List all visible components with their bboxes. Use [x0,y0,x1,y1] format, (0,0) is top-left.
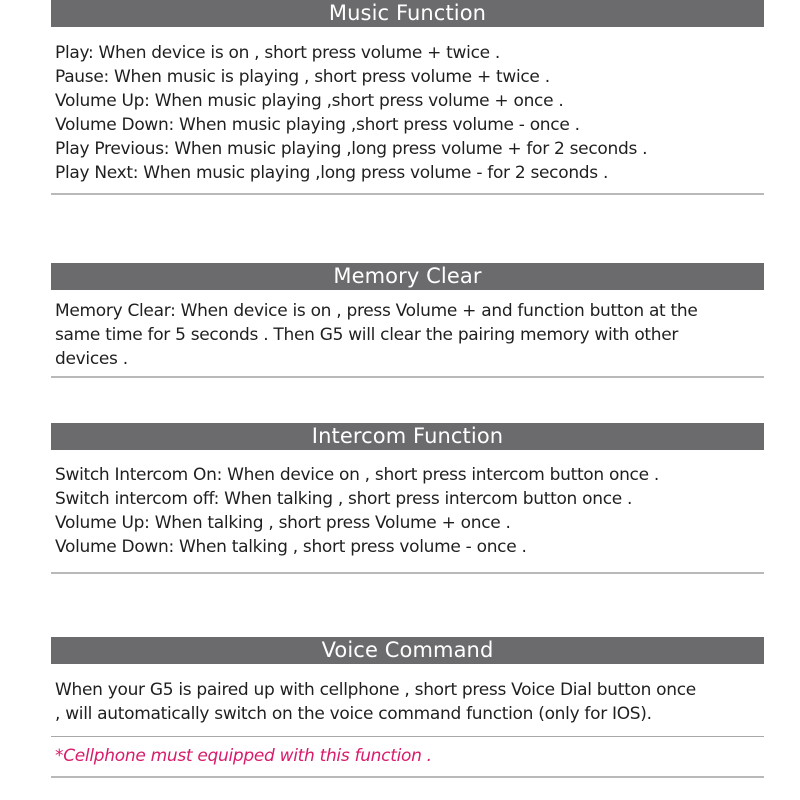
voice-line-1: When your G5 is paired up with cellphone , short press Voice Dial button once [55,680,696,700]
intercom-function-body [55,463,760,559]
memory-clear-body [55,299,760,371]
intercom-function-title: Intercom Function [311,424,504,448]
intercom-line-off: Switch intercom off: When talking , short press intercom button once . [55,489,633,509]
intercom-function-header [51,423,764,450]
memory-divider [51,376,764,378]
music-line-play: Play: When device is on , short press volume + twice . [55,43,500,63]
music-function-title: Music Function [328,1,487,25]
voice-command-title: Voice Command [321,638,494,662]
intercom-line-volume-down: Volume Down: When talking , short press volume - once . [55,537,527,557]
voice-command-header [51,637,764,664]
memory-line-3: devices . [55,349,128,369]
music-function-header [51,0,764,27]
intercom-line-volume-up: Volume Up: When talking , short press Volume + once . [55,513,511,533]
memory-clear-title: Memory Clear [333,264,482,288]
music-line-volume-up: Volume Up: When music playing ,short press volume + once . [55,91,564,111]
intercom-divider [51,572,764,574]
music-line-play-next: Play Next: When music playing ,long press volume - for 2 seconds . [55,163,609,183]
memory-line-1: Memory Clear: When device is on , press Volume + and function button at the [55,301,698,321]
music-line-pause: Pause: When music is playing , short press volume + twice . [55,67,550,87]
music-line-volume-down: Volume Down: When music playing ,short press volume - once . [55,115,580,135]
music-function-body [55,41,760,185]
voice-command-note: *Cellphone must equipped with this function . [55,746,432,766]
music-divider [51,193,764,195]
memory-clear-header [51,263,764,290]
memory-line-2: same time for 5 seconds . Then G5 will clear the pairing memory with other [55,325,679,345]
voice-divider [51,736,764,737]
voice-command-body [55,678,760,726]
intercom-line-on: Switch Intercom On: When device on , short press intercom button once . [55,465,659,485]
voice-line-2: , will automatically switch on the voice command function (only for IOS). [55,704,652,724]
bottom-divider [51,776,764,778]
music-line-play-previous: Play Previous: When music playing ,long press volume + for 2 seconds . [55,139,648,159]
